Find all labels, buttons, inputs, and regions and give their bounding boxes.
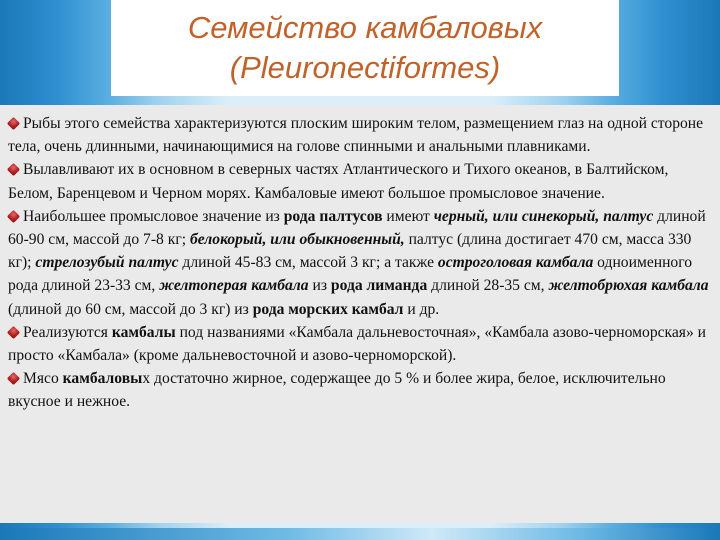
text-run: Реализуются	[23, 323, 112, 341]
bold-term: камбалы	[111, 323, 176, 341]
bold-term: рода морских камбал	[252, 300, 404, 318]
text-run: под названиями «Камбала дальневосточная», «Камбала азово-черноморская» и просто «Камбала» (кроме дальневосточной и азово-черноморской).	[8, 323, 707, 365]
text-run: длиной 60-90 см, массой до 7-8 кг;	[8, 207, 706, 249]
bold-term: рода лиманда	[330, 277, 428, 295]
species-name: желтобрюхая камбала	[548, 277, 709, 295]
species-name: черный, или синекорый, палтус	[433, 207, 654, 225]
text-run: из	[308, 277, 331, 295]
red-diamond-bullet-icon	[7, 372, 20, 385]
bold-term: рода палтусов	[283, 207, 383, 225]
red-diamond-bullet-icon	[7, 117, 20, 130]
text-run: одноименного рода длиной 23-33 см,	[8, 254, 693, 295]
text-run: Наибольшее промысловое значение из	[23, 207, 284, 225]
text-run: (длиной до 60 см, массой до 3 кг) из	[8, 300, 253, 318]
species-name: остроголовая камбала	[437, 254, 594, 272]
red-diamond-bullet-icon	[7, 163, 20, 176]
text-run: имеют	[382, 207, 434, 225]
text-run: палтус (длина достигает 470 см, масса 330 кг);	[8, 231, 692, 272]
paragraph-1	[8, 112, 712, 158]
content-body	[0, 105, 720, 523]
paragraph-2	[8, 158, 712, 204]
text-run: и др.	[403, 300, 440, 318]
paragraph-4	[8, 321, 712, 367]
bottom-decor-strip	[0, 528, 720, 540]
text-run: длиной 45-83 см, массой 3 кг; а также	[178, 254, 438, 272]
page-title: Семейство камбаловых	[187, 10, 543, 45]
bold-term: камбаловы	[62, 370, 143, 388]
paragraph-text: Рыбы этого семейства характеризуются плоским широким телом, размещением глаз на одной стороне тела, очень длинными, начинающимися на голове спинными и анальными плавниками.	[8, 115, 704, 156]
text-run: х достаточно жирное, содержащее до 5 % и более жира, белое, исключительно вкусное и нежное.	[8, 370, 666, 411]
page-subtitle: (Pleuronectiformes)	[229, 50, 501, 85]
title-box	[111, 0, 619, 96]
paragraph-text: Вылавливают их в основном в северных частях Атлантического и Тихого океанов, в Балтийском, Белом, Баренцевом и Черном морях. Камбаловые имеют большое промысловое значение.	[8, 161, 669, 202]
species-name: белокорый, или обыкновенный,	[189, 231, 405, 249]
red-diamond-bullet-icon	[7, 210, 20, 223]
paragraph-3	[8, 205, 712, 321]
text-run: длиной 28-35 см,	[427, 277, 549, 295]
text-run: Мясо	[23, 370, 63, 388]
species-name: стрелозубый палтус	[35, 254, 179, 272]
species-name: желтоперая камбала	[159, 277, 309, 295]
paragraph-5	[8, 367, 712, 413]
red-diamond-bullet-icon	[7, 326, 20, 339]
